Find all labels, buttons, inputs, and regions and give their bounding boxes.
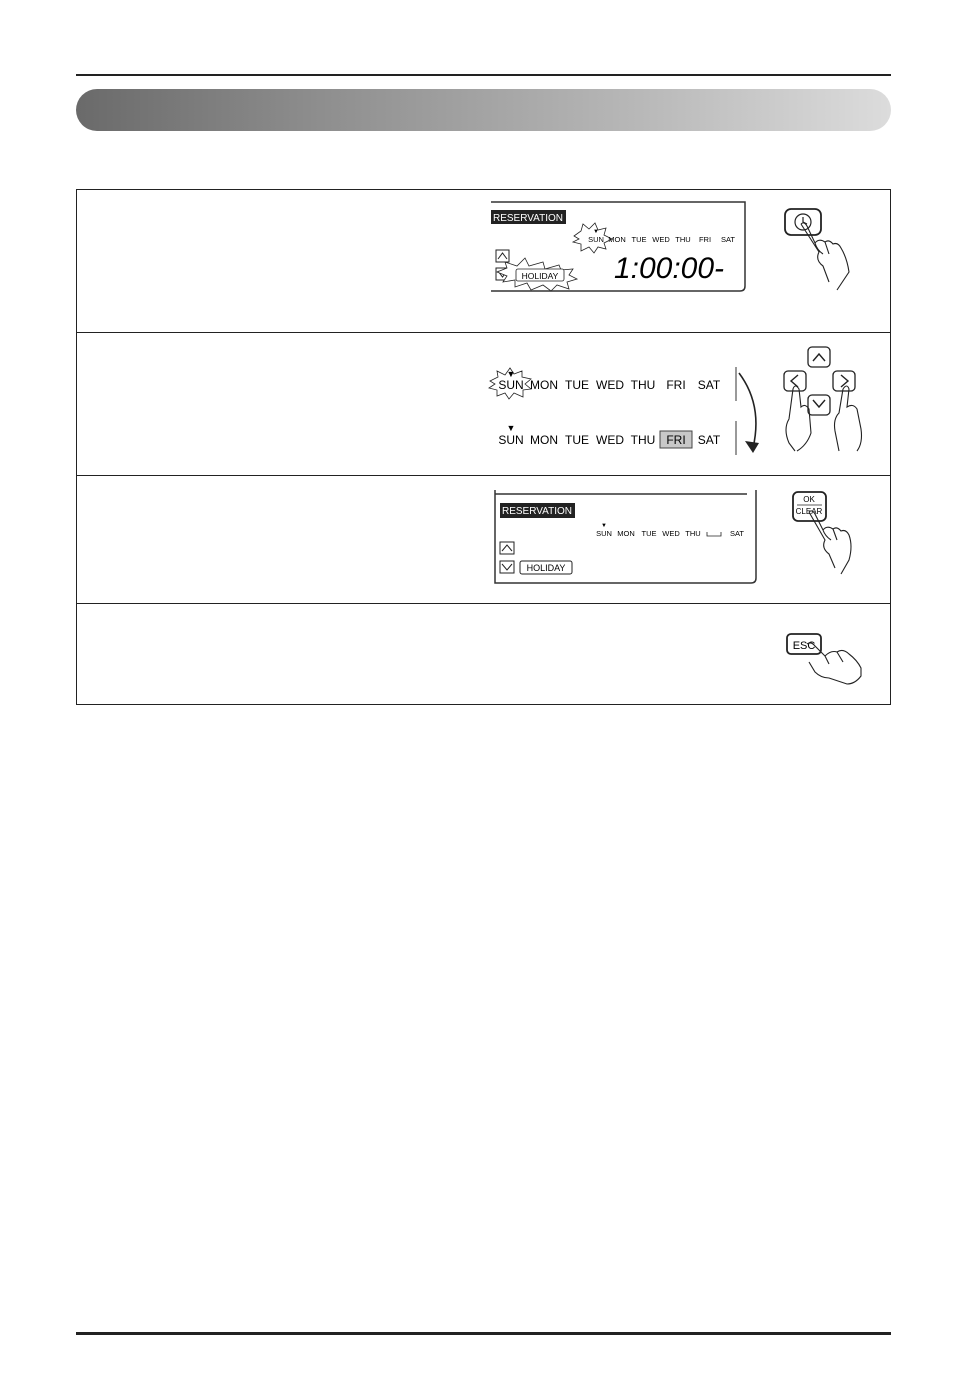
left-hand-icon: [786, 386, 811, 451]
strip1-day-tue: TUE: [565, 378, 589, 392]
strip1-day-sat: SAT: [697, 378, 721, 392]
lcd1-holiday-label: HOLIDAY: [521, 271, 559, 281]
strip1-day-fri: FRI: [666, 378, 686, 392]
step-3-row: [77, 476, 890, 604]
lcd1-day-mon: MON: [608, 235, 626, 244]
esc-button-press[interactable]: [787, 634, 861, 684]
lcd1-day-tue: TUE: [631, 235, 647, 244]
ok-label: OK: [803, 495, 815, 504]
strip2-day-thu: THU: [630, 433, 656, 447]
ok-clear-button-press[interactable]: [793, 492, 851, 574]
step-4-illustration: [77, 604, 890, 704]
lcd2-day-mon: MON: [617, 529, 635, 538]
time-display: 1:00:00-: [613, 252, 725, 285]
strip1-day-wed: WED: [596, 378, 624, 392]
top-rule: [76, 74, 891, 76]
reservation-label: RESERVATION: [492, 213, 564, 224]
down-button[interactable]: [808, 395, 830, 415]
step-2-row: [77, 333, 890, 476]
lcd2-day-wed: WED: [662, 529, 680, 538]
strip2-day-mon: MON: [530, 433, 558, 447]
svg-text:▼: ▼: [506, 423, 516, 433]
lcd1-day-sun: SUN: [588, 235, 604, 244]
strip1-day-sun: SUN: [498, 378, 524, 392]
step-3-illustration: [77, 476, 890, 603]
svg-text:▼: ▼: [593, 229, 599, 235]
section-title-bar: [76, 89, 891, 131]
lcd2-day-sat: SAT: [729, 529, 745, 538]
lcd2-day-thu: THU: [685, 529, 701, 538]
strip2-day-sat: SAT: [697, 433, 721, 447]
step-4-row: [77, 604, 890, 704]
lcd1-day-fri: FRI: [698, 235, 712, 244]
arrow-pad[interactable]: [784, 347, 862, 451]
left-button[interactable]: [784, 371, 806, 391]
down-arrow-icon: [500, 561, 514, 573]
lcd2-reservation-label: RESERVATION: [501, 506, 573, 517]
day-strip-selected: [498, 421, 736, 455]
svg-text:▼: ▼: [506, 369, 516, 379]
clock-button-press[interactable]: [785, 209, 849, 290]
step-1-illustration: [77, 190, 890, 332]
lcd1-day-thu: THU: [675, 235, 691, 244]
bottom-rule: [76, 1332, 891, 1335]
clear-label: CLEAR: [795, 507, 823, 516]
strip2-day-fri: FRI: [666, 433, 686, 447]
lcd1-day-sat: SAT: [720, 235, 736, 244]
strip2-day-sun: SUN: [498, 433, 524, 447]
strip1-day-mon: MON: [530, 378, 558, 392]
up-arrow-icon: [500, 542, 514, 554]
day-strip-current: [489, 367, 736, 401]
lcd2-day-tue: TUE: [641, 529, 657, 538]
right-hand-icon: [835, 386, 862, 451]
step-2-illustration: [77, 333, 890, 475]
lcd2-day-fri-blank: [707, 532, 721, 536]
strip2-day-wed: WED: [596, 433, 624, 447]
lcd1-day-wed: WED: [652, 235, 670, 244]
strip1-day-thu: THU: [630, 378, 656, 392]
up-arrow-icon: [496, 250, 509, 262]
lcd-display-2: [495, 490, 756, 583]
curved-arrow-icon: [739, 373, 756, 448]
step-1-row: [77, 190, 890, 333]
svg-text:▼: ▼: [601, 523, 607, 529]
up-button[interactable]: [808, 347, 830, 367]
steps-table: [76, 189, 891, 705]
esc-label: ESC: [792, 640, 816, 652]
lcd2-day-sun: SUN: [596, 529, 612, 538]
lcd-display-1: [491, 202, 745, 291]
lcd2-holiday-label: HOLIDAY: [526, 563, 566, 573]
strip2-day-tue: TUE: [565, 433, 589, 447]
